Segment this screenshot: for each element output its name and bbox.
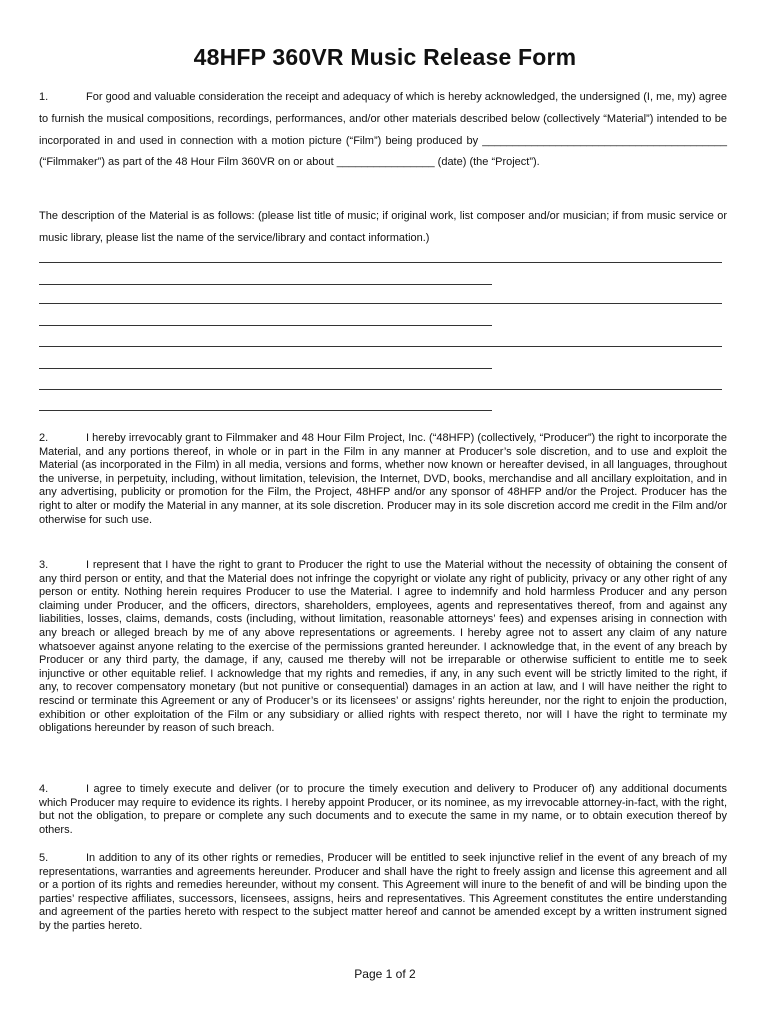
material-line-5[interactable]: [39, 346, 722, 347]
material-line-2[interactable]: [39, 284, 492, 285]
material-line-6[interactable]: [39, 368, 492, 369]
paragraph-4-text: I agree to timely execute and deliver (or to procure the timely execution and delivery to Producer of) any additional documents which Producer may require to evidence its rights. I hereby appoint Producer, or its nominee, as my irrevocable attorney-in-fact, with the right, but not the obligation, to prepare or complete any such documents and to execute the same in my name, or to obtain execution thereof by others.: [39, 783, 727, 836]
paragraph-3-text: I represent that I have the right to grant to Producer the right to use the Material without the necessity of obtaining the consent of any third person or entity, and that the Material does not infringe the copyright or violate any right of publicity, privacy or any other right of any person or entity. Nothing herein requires Producer to use the Material. I agree to indemnify and hold harmless Producer and any person claiming under Producer, and the officers, directors, shareholders, employees, agents and representatives thereof, from and against any liabilities, losses, claims, demands, costs (including, without limitation, reasonable attorneys’ fees) and expenses arising in connection with any breach or alleged breach by me of any above representations or agreements. I hereby agree not to assert any claim of any nature whatsoever against anyone relating to the exercise of the permissions granted hereunder. I acknowledge that, in the event of any breach by Producer or any third party, the damage, if any, caused me thereby will not be irreparable or otherwise sufficient to entitle me to seek injunctive or other equitable relief. I acknowledge that my rights and remedies, if any, in any such event will be strictly limited to the right, if any, to recover compensatory monetary (but not punitive or consequential) damages in an action at law, and I will have neither the right to rescind or terminate this Agreement or any of Producer’s or its licensees’ or assigns’ rights hereunder, nor the right to enjoin the production, exhibition or other exploitation of the Film or any subsidiary or allied rights with respect thereto, nor will I have the right to terminate my obligations hereunder by reason of such breach.: [39, 559, 727, 735]
paragraph-4: [39, 783, 727, 837]
paragraph-1-text: For good and valuable consideration the receipt and adequacy of which is hereby acknowledged, the undersigned (I, me, my) agree to furnish the musical compositions, recordings, performances, and/or other materials described below (collectively “Material”) intended to be incorporated in and used in connection with a motion picture (“Film”) being produced by ________________________________________ (“Filmmaker”) as part of the 48 Hour Film 360VR on or about ________________ (date) (the “Project”).: [39, 91, 727, 169]
paragraph-1: [39, 87, 727, 174]
paragraph-5: [39, 852, 727, 934]
paragraph-5-text: In addition to any of its other rights or remedies, Producer will be entitled to seek injunctive relief in the event of any breach of my representations, warranties and agreements hereunder. Producer and shall have the right to freely assign and license this agreement and all or a portion of its rights and remedies hereunder, without my consent. This Agreement will inure to the benefit of and will be binding upon the parties’ respective affiliates, successors, licensees, assigns, heirs and representatives. This Agreement constitutes the entire understanding and agreement of the parties hereto with respect to the subject matter hereof and cannot be amended except by a written instrument signed by the parties hereto.: [39, 852, 727, 932]
material-line-8[interactable]: [39, 410, 492, 411]
material-line-3[interactable]: [39, 303, 722, 304]
paragraph-5-number: 5.: [39, 852, 49, 864]
page-number: Page 1 of 2: [354, 967, 416, 981]
material-line-1[interactable]: [39, 262, 722, 263]
paragraph-1-number: 1.: [39, 91, 49, 103]
material-line-4[interactable]: [39, 325, 492, 326]
paragraph-4-number: 4.: [39, 783, 49, 795]
material-description: The description of the Material is as follows: (please list title of music; if original work, list composer and/or musician; if from music service or music library, please list the name of the service/library and contact information.): [39, 210, 727, 244]
material-line-7[interactable]: [39, 389, 722, 390]
form-title: 48HFP 360VR Music Release Form: [193, 44, 577, 70]
paragraph-3-number: 3.: [39, 559, 49, 571]
paragraph-2-number: 2.: [39, 432, 49, 444]
paragraph-2: [39, 432, 727, 527]
paragraph-2-text: I hereby irrevocably grant to Filmmaker and 48 Hour Film Project, Inc. (“48HFP) (collectively, “Producer”) the right to incorporate the Material, and any portions thereof, in whole or in part in the Film in any manner at Producer’s sole discretion, and to use and exploit the Material (as incorporated in the Film) in all media, versions and forms, whether now known or hereafter devised, in all languages, throughout the universe, in perpetuity, including, without limitation, television, the Internet, DVD, books, merchandise and all ancillary exploitation, and in any advertising, publicity or promotion for the Film, the Project, 48HFP and/or any sponsor of 48HFP and/or the Project. Producer has the right to alter or modify the Material in any manner, at its sole discretion. Producer may in its sole discretion accord me credit in the Film and/or otherwise for such use.: [39, 432, 727, 526]
paragraph-3: [39, 559, 727, 736]
